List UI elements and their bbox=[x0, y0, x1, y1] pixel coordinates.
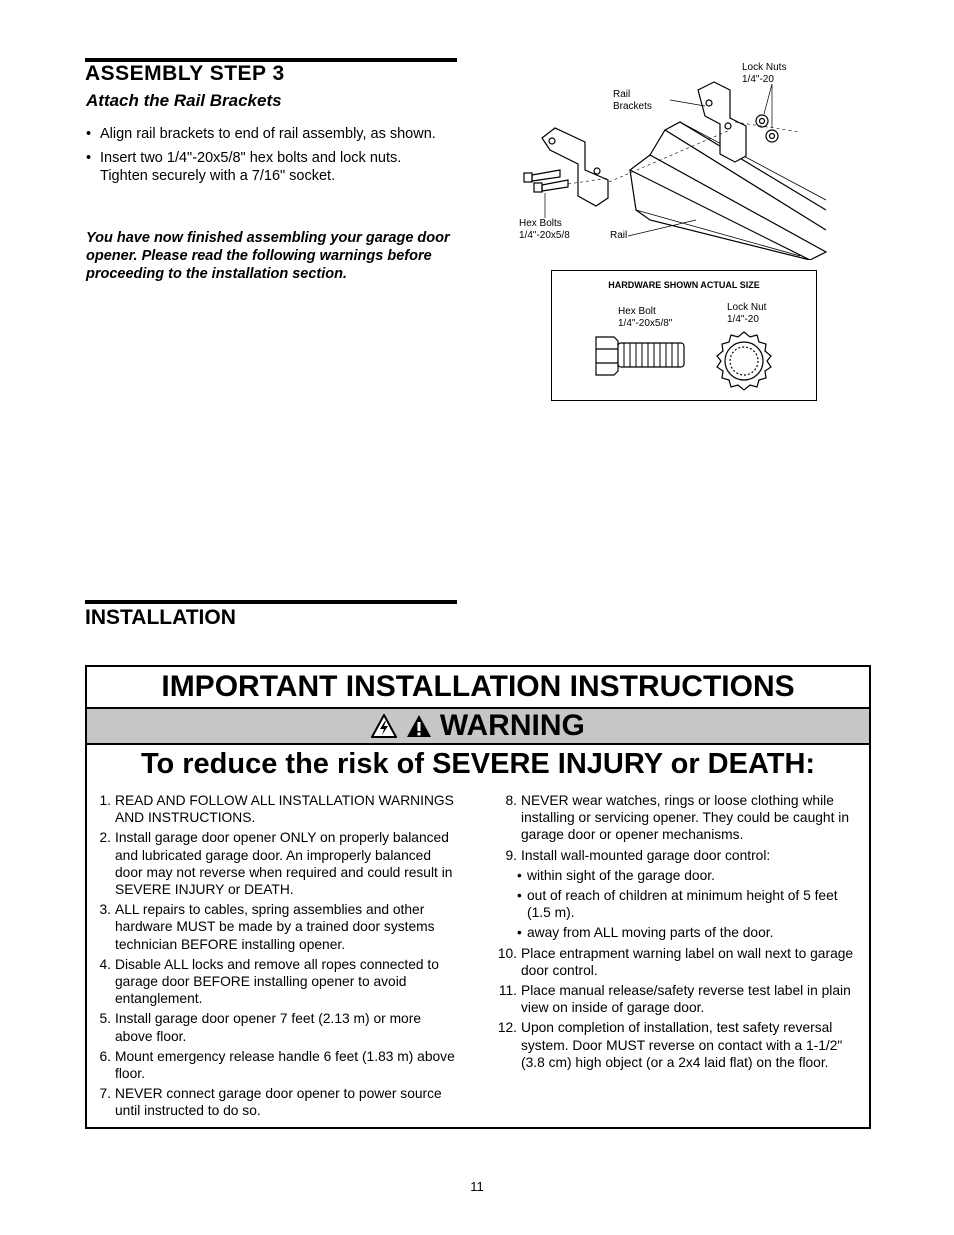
list-item: 4. Disable ALL locks and remove all ropes connected to garage door BEFORE installing opener to avoid entanglement. bbox=[99, 956, 439, 1007]
finish-note: You have now finished assembling your garage door opener. Please read the following warnings before proceeding to the installation section. bbox=[86, 230, 450, 282]
section-rule-install bbox=[85, 600, 457, 604]
list-item: 9. Install wall-mounted garage door control: bbox=[505, 847, 771, 863]
assembly-subheading: Attach the Rail Brackets bbox=[86, 91, 282, 110]
list-item: 5. Install garage door opener 7 feet (2.13 m) or more above floor. bbox=[99, 1011, 421, 1044]
list-subitem: • within sight of the garage door. bbox=[517, 867, 715, 883]
hardware-box bbox=[551, 270, 817, 401]
label-rail: Rail bbox=[610, 230, 628, 241]
hex-bolt-drawing bbox=[592, 331, 692, 381]
label-lock-nuts: Lock Nuts 1/4"-20 bbox=[742, 62, 787, 85]
warning-box bbox=[85, 665, 871, 1129]
page-number: 11 bbox=[470, 1179, 484, 1194]
warning-title: IMPORTANT INSTALLATION INSTRUCTIONS bbox=[87, 667, 869, 709]
bullet-item: • Align rail brackets to end of rail assembly, as shown. bbox=[86, 125, 436, 143]
list-item: 1. READ AND FOLLOW ALL INSTALLATION WARNINGS AND INSTRUCTIONS. bbox=[99, 793, 454, 826]
label-hex-bolt: Hex Bolt 1/4"-20x5/8" bbox=[618, 306, 673, 329]
list-item: 3. ALL repairs to cables, spring assemblies and other hardware MUST be made by a trained door systems technician BEFORE installing opener. bbox=[99, 902, 435, 952]
list-item: 8. NEVER wear watches, rings or loose clothing while installing or servicing opener. They could be caught in garage door or opener mechanisms. bbox=[505, 793, 850, 843]
label-hex-bolts: Hex Bolts 1/4"-20x5/8 bbox=[519, 218, 570, 241]
hardware-title: HARDWARE SHOWN ACTUAL SIZE bbox=[608, 280, 760, 290]
bullet-item: • Insert two 1/4"-20x5/8" hex bolts and lock nuts. Tighten securely with a 7/16" socket. bbox=[86, 149, 436, 185]
list-item: 7. NEVER connect garage door opener to power source until instructed to do so. bbox=[99, 1086, 442, 1119]
assembly-bullets bbox=[86, 125, 436, 191]
warning-list-right bbox=[493, 792, 859, 1074]
warning-label: WARNING bbox=[439, 709, 585, 742]
list-subitem: • away from ALL moving parts of the door. bbox=[517, 925, 774, 941]
assembly-heading: ASSEMBLY STEP 3 bbox=[85, 62, 285, 85]
list-item: 12. Upon completion of installation, test safety reversal system. Door MUST reverse on contact with a 1-1/2" (3.8 cm) high object (or a 2x4 laid flat) on the floor. bbox=[497, 1020, 843, 1070]
list-item: 10. Place entrapment warning label on wall next to garage door control. bbox=[497, 945, 854, 978]
list-item: 11. Place manual release/safety reverse test label in plain view on inside of garage door. bbox=[498, 983, 851, 1016]
warning-list-left bbox=[87, 792, 459, 1123]
list-item: 2. Install garage door opener ONLY on properly balanced and lubricated garage door. An improperly balanced door may not reverse when required and could result in SEVERE INJURY or DEATH. bbox=[99, 830, 453, 898]
lock-nut-drawing bbox=[712, 329, 776, 393]
warning-risk-statement: To reduce the risk of SEVERE INJURY or DEATH: bbox=[140, 748, 816, 780]
caution-icon bbox=[406, 709, 440, 742]
shock-hazard-icon bbox=[371, 709, 405, 742]
label-rail-brackets: Rail Brackets bbox=[613, 89, 652, 112]
list-subitem: • out of reach of children at minimum height of 5 feet (1.5 m). bbox=[517, 888, 838, 921]
warning-band bbox=[87, 709, 869, 745]
label-lock-nut: Lock Nut 1/4"-20 bbox=[727, 302, 767, 325]
list-item: 6. Mount emergency release handle 6 feet (1.83 m) above floor. bbox=[99, 1048, 455, 1082]
installation-heading: INSTALLATION bbox=[85, 606, 236, 629]
